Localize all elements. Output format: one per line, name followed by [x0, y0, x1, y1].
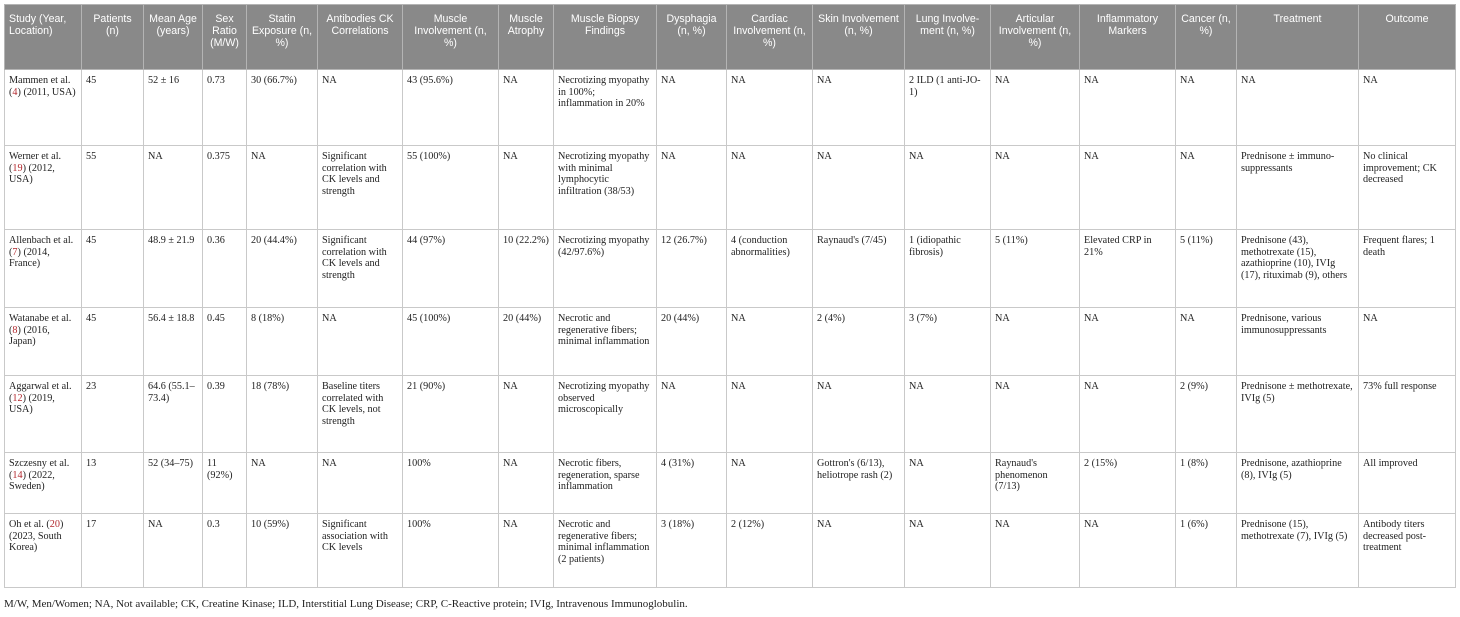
study-text: Oh et al. (	[9, 519, 50, 530]
table-cell: 2 (9%)	[1176, 376, 1237, 453]
header-muscle-involvement: Muscle Involvement (n, %)	[403, 5, 499, 70]
table-cell: NA	[318, 70, 403, 146]
study-text: ) (2011, USA)	[17, 86, 76, 98]
study-text: ) (2019, USA)	[9, 392, 55, 416]
header-statin-exposure: Statin Exposure (n, %)	[247, 5, 318, 70]
table-cell: 45	[82, 230, 144, 308]
header-row	[5, 5, 1456, 70]
header-cardiac: Cardiac Involvement (n, %)	[727, 5, 813, 70]
table-cell: 0.39	[203, 376, 247, 453]
cell-study	[5, 376, 82, 453]
table-cell: 20 (44%)	[499, 308, 554, 376]
table-cell: Necrotic fibers, regeneration, sparse inflammation	[554, 453, 657, 514]
table-cell: NA	[1359, 70, 1456, 146]
table-cell: 1 (idiopathic fibrosis)	[905, 230, 991, 308]
table-cell: 21 (90%)	[403, 376, 499, 453]
table-cell: 20 (44%)	[657, 308, 727, 376]
header-cancer: Cancer (n, %)	[1176, 5, 1237, 70]
table-cell: 11 (92%)	[203, 453, 247, 514]
table-cell: No clinical improvement; CK decreased	[1359, 146, 1456, 230]
table-cell: NA	[499, 376, 554, 453]
table-cell: NA	[727, 146, 813, 230]
table-cell: NA	[905, 146, 991, 230]
reference-link[interactable]: 14	[12, 469, 23, 481]
header-lung: Lung Involve-ment (n, %)	[905, 5, 991, 70]
table-cell: NA	[657, 70, 727, 146]
table-cell: NA	[727, 308, 813, 376]
table-cell: 56.4 ± 18.8	[144, 308, 203, 376]
study-text: Watanabe et al. (	[9, 313, 72, 336]
cell-study	[5, 514, 82, 588]
table-cell: 0.36	[203, 230, 247, 308]
table-cell: Prednisone, various immunosuppressants	[1237, 308, 1359, 376]
table-cell: NA	[247, 146, 318, 230]
study-text: Werner et al. (	[9, 151, 62, 174]
table-cell: 44 (97%)	[403, 230, 499, 308]
table-cell: Raynaud's phenomenon (7/13)	[991, 453, 1080, 514]
table-cell: 18 (78%)	[247, 376, 318, 453]
table-cell: 100%	[403, 453, 499, 514]
table-cell: 13	[82, 453, 144, 514]
table-row	[5, 146, 1456, 230]
table-cell: NA	[905, 376, 991, 453]
study-text: ) (2016, Japan)	[9, 324, 50, 348]
study-text: ) (2022, Sweden)	[9, 469, 55, 493]
table-cell: 23	[82, 376, 144, 453]
table-cell: NA	[1359, 308, 1456, 376]
table-cell: NA	[991, 308, 1080, 376]
table-cell: 55	[82, 146, 144, 230]
table-cell: NA	[905, 453, 991, 514]
study-text: Aggarwal et al. (	[9, 381, 72, 404]
table-cell: NA	[727, 376, 813, 453]
table-cell: NA	[813, 376, 905, 453]
table-cell: 43 (95.6%)	[403, 70, 499, 146]
table-cell: 45 (100%)	[403, 308, 499, 376]
table-body	[5, 70, 1456, 588]
table-cell: Significant association with CK levels	[318, 514, 403, 588]
table-cell: 52 ± 16	[144, 70, 203, 146]
table-row	[5, 308, 1456, 376]
table-cell: NA	[905, 514, 991, 588]
table-cell: NA	[1176, 146, 1237, 230]
table-cell: 48.9 ± 21.9	[144, 230, 203, 308]
table-cell: 3 (7%)	[905, 308, 991, 376]
table-cell: NA	[1080, 146, 1176, 230]
table-footnote: M/W, Men/Women; NA, Not available; CK, Creatine Kinase; ILD, Interstitial Lung Disease; CRP, C-Reactive protein; IVIg, Intravenous Immunoglobulin.	[4, 598, 688, 610]
table-cell: Necrotic and regenerative fibers; minimal inflammation (2 patients)	[554, 514, 657, 588]
header-mean-age: Mean Age (years)	[144, 5, 203, 70]
table-cell: 1 (8%)	[1176, 453, 1237, 514]
table-cell: NA	[1237, 70, 1359, 146]
header-articular: Articular Involvement (n, %)	[991, 5, 1080, 70]
table-cell: NA	[144, 514, 203, 588]
table-row	[5, 453, 1456, 514]
table-cell: NA	[991, 146, 1080, 230]
table-cell: NA	[318, 453, 403, 514]
table-cell: NA	[1080, 376, 1176, 453]
table-cell: Baseline titers correlated with CK levels, not strength	[318, 376, 403, 453]
table-cell: 30 (66.7%)	[247, 70, 318, 146]
table-cell: 2 (4%)	[813, 308, 905, 376]
reference-link[interactable]: 4	[12, 86, 18, 98]
table-cell: NA	[499, 453, 554, 514]
table-cell: 10 (22.2%)	[499, 230, 554, 308]
cell-study	[5, 453, 82, 514]
table-cell: NA	[813, 70, 905, 146]
study-text: ) (2014, France)	[9, 246, 50, 270]
table-cell: 0.375	[203, 146, 247, 230]
studies-table	[4, 4, 1456, 588]
cell-study	[5, 308, 82, 376]
header-outcome: Outcome	[1359, 5, 1456, 70]
header-muscle-biopsy: Muscle Biopsy Findings	[554, 5, 657, 70]
table-cell: 0.73	[203, 70, 247, 146]
table-cell: 8 (18%)	[247, 308, 318, 376]
table-cell: Significant correlation with CK levels and strength	[318, 146, 403, 230]
table-cell: Raynaud's (7/45)	[813, 230, 905, 308]
table-cell: 45	[82, 70, 144, 146]
study-text: Szczesny et al. (	[9, 458, 70, 481]
table-cell: Prednisone ± immuno-suppressants	[1237, 146, 1359, 230]
header-inflammatory: Inflammatory Markers	[1080, 5, 1176, 70]
table-cell: 5 (11%)	[1176, 230, 1237, 308]
table-cell: NA	[991, 514, 1080, 588]
table-cell: NA	[727, 70, 813, 146]
table-cell: NA	[499, 146, 554, 230]
header-patients: Patients (n)	[82, 5, 144, 70]
table-cell: Significant correlation with CK levels and strength	[318, 230, 403, 308]
table-cell: NA	[1080, 514, 1176, 588]
table-cell: NA	[657, 376, 727, 453]
table-cell: 73% full response	[1359, 376, 1456, 453]
table-cell: Necrotizing myopathy observed microscopically	[554, 376, 657, 453]
reference-link[interactable]: 8	[12, 324, 18, 336]
table-row	[5, 70, 1456, 146]
table-row	[5, 376, 1456, 453]
table-cell: Necrotic and regenerative fibers; minimal inflammation	[554, 308, 657, 376]
table-row	[5, 514, 1456, 588]
table-cell: 64.6 (55.1–73.4)	[144, 376, 203, 453]
table-cell: 10 (59%)	[247, 514, 318, 588]
study-text: Allenbach et al. (	[9, 235, 74, 258]
table-cell: 2 (12%)	[727, 514, 813, 588]
study-text: ) (2012, USA)	[9, 162, 55, 186]
table-cell: 12 (26.7%)	[657, 230, 727, 308]
table-cell: 4 (31%)	[657, 453, 727, 514]
table-cell: Frequent flares; 1 death	[1359, 230, 1456, 308]
reference-link[interactable]: 12	[12, 392, 23, 404]
table-cell: Gottron's (6/13), heliotrope rash (2)	[813, 453, 905, 514]
table-cell: NA	[1080, 308, 1176, 376]
table-cell: 3 (18%)	[657, 514, 727, 588]
table-cell: Elevated CRP in 21%	[1080, 230, 1176, 308]
table-cell: Necrotizing myopathy with minimal lymphocytic infiltration (38/53)	[554, 146, 657, 230]
reference-link[interactable]: 7	[12, 246, 18, 258]
study-text: Mammen et al. (	[9, 75, 71, 98]
table-cell: 55 (100%)	[403, 146, 499, 230]
table-cell: Necrotizing myopathy (42/97.6%)	[554, 230, 657, 308]
table-cell: NA	[813, 146, 905, 230]
table-cell: NA	[1080, 70, 1176, 146]
table-cell: NA	[1176, 308, 1237, 376]
table-cell: NA	[499, 70, 554, 146]
cell-study	[5, 70, 82, 146]
table-cell: 100%	[403, 514, 499, 588]
table-cell: 2 (15%)	[1080, 453, 1176, 514]
header-dysphagia: Dysphagia (n, %)	[657, 5, 727, 70]
header-treatment: Treatment	[1237, 5, 1359, 70]
table-cell: NA	[727, 453, 813, 514]
table-cell: NA	[1176, 70, 1237, 146]
table-cell: NA	[144, 146, 203, 230]
table-cell: Prednisone (43), methotrexate (15), azathioprine (10), IVIg (17), rituximab (9), others	[1237, 230, 1359, 308]
table-cell: 20 (44.4%)	[247, 230, 318, 308]
table-cell: NA	[991, 376, 1080, 453]
table-cell: Prednisone (15), methotrexate (7), IVIg (5)	[1237, 514, 1359, 588]
table-cell: 2 ILD (1 anti-JO-1)	[905, 70, 991, 146]
reference-link[interactable]: 19	[12, 162, 23, 174]
table-cell: 45	[82, 308, 144, 376]
table-cell: Necrotizing myopathy in 100%; inflammation in 20%	[554, 70, 657, 146]
header-skin: Skin Involvement (n, %)	[813, 5, 905, 70]
table-cell: 0.3	[203, 514, 247, 588]
table-row	[5, 230, 1456, 308]
header-study: Study (Year, Location)	[5, 5, 82, 70]
cell-study	[5, 146, 82, 230]
table-cell: 17	[82, 514, 144, 588]
table-cell: Prednisone ± methotrexate, IVIg (5)	[1237, 376, 1359, 453]
table-cell: NA	[813, 514, 905, 588]
table-cell: 0.45	[203, 308, 247, 376]
table-cell: NA	[318, 308, 403, 376]
header-muscle-atrophy: Muscle Atrophy	[499, 5, 554, 70]
table-cell: 52 (34–75)	[144, 453, 203, 514]
table-cell: NA	[991, 70, 1080, 146]
table-wrapper	[4, 4, 1455, 588]
reference-link[interactable]: 20	[49, 519, 60, 530]
header-antibodies-ck: Antibodies CK Correlations	[318, 5, 403, 70]
cell-study	[5, 230, 82, 308]
table-cell: 5 (11%)	[991, 230, 1080, 308]
table-cell: NA	[499, 514, 554, 588]
table-cell: 1 (6%)	[1176, 514, 1237, 588]
table-cell: 4 (conduction abnormalities)	[727, 230, 813, 308]
table-cell: All improved	[1359, 453, 1456, 514]
table-cell: NA	[657, 146, 727, 230]
study-text: ) (2023, South Korea)	[9, 519, 64, 554]
header-sex-ratio: Sex Ratio (M/W)	[203, 5, 247, 70]
table-cell: NA	[247, 453, 318, 514]
table-cell: Antibody titers decreased post-treatment	[1359, 514, 1456, 588]
table-cell: Prednisone, azathioprine (8), IVIg (5)	[1237, 453, 1359, 514]
